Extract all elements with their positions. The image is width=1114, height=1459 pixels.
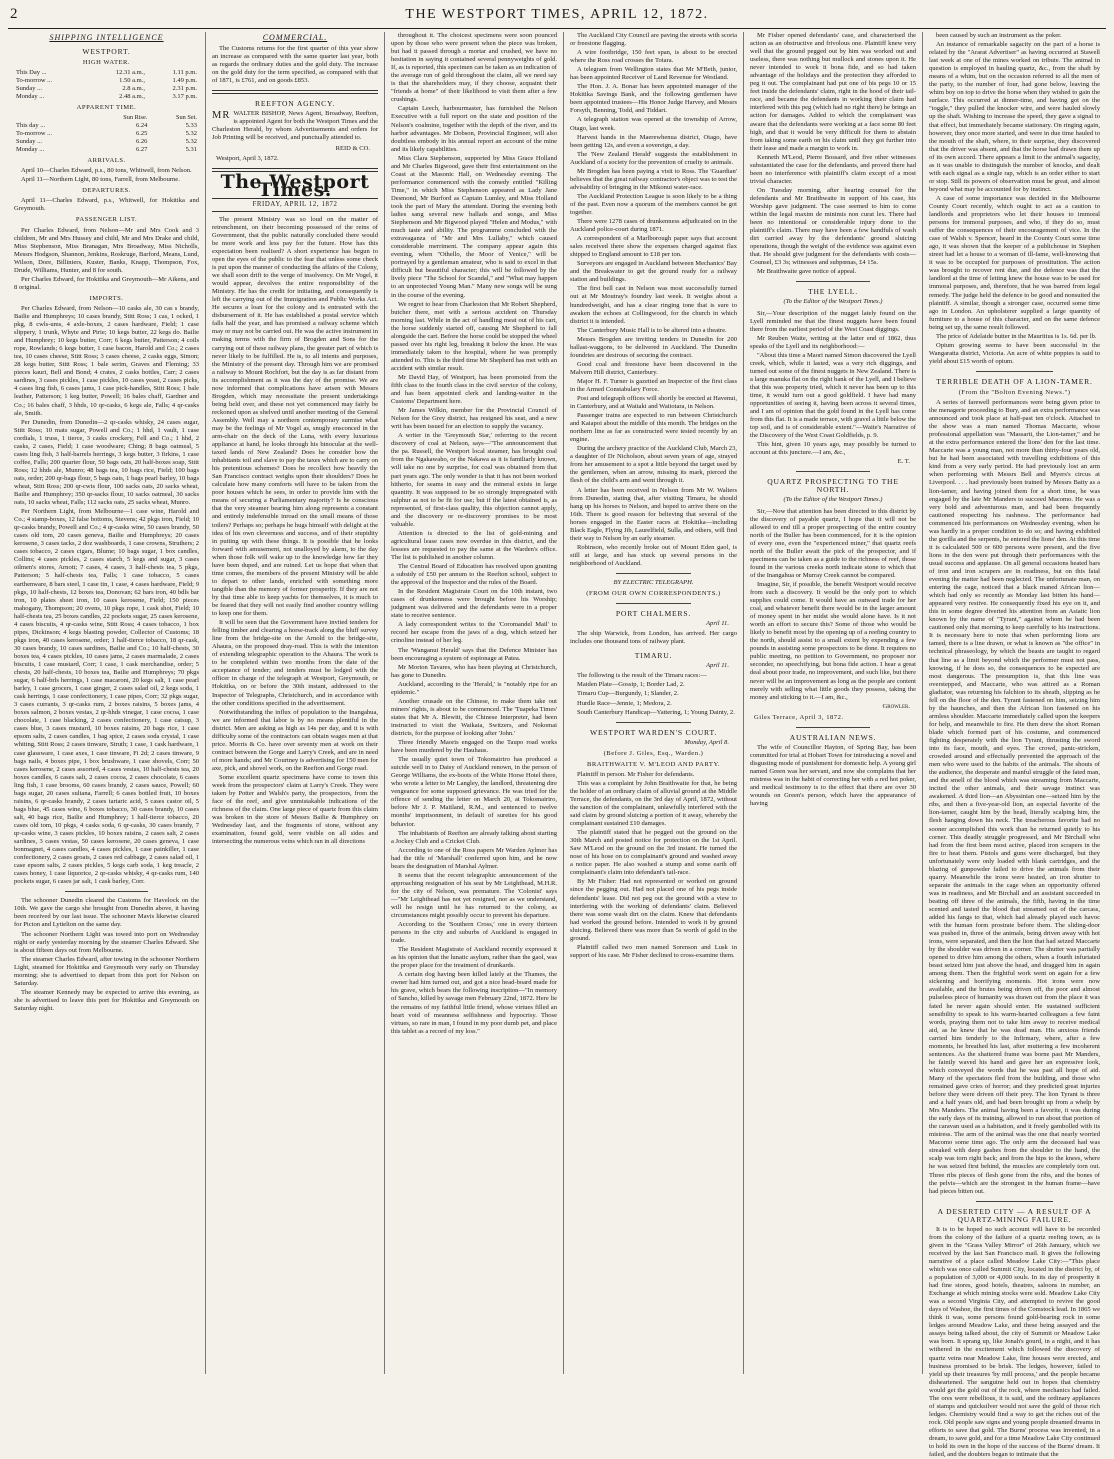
table-cell: 6.24 xyxy=(135,122,148,130)
lion-tamer-text xyxy=(929,399,1100,1196)
timaru-date: April 11. xyxy=(706,662,729,670)
table-cell: 1.11 p.m. xyxy=(172,69,197,77)
paragraph: By Mr Fisher: Had not represented or worked on ground since the pegging out. Had not placed one of his pegs inside defendants' lease. Did not peg out the ground with a view to interfering with the working of defendants' claim. Believed there was some wash dirt on the claim. Knew that defendants had worked the ground before. Intended to work it by ground sluicing. Believed there was more than 5s worth of gold in the ground. xyxy=(570,878,737,942)
port-chalmers-heading: PORT CHALMERS. xyxy=(615,609,692,619)
paragraph: Mr Reuben Waite, writing at the latter end of 1862, thus speaks of the Lyell and its neighborhood:— xyxy=(750,334,916,350)
paragraph: The Central Board of Education has resolved upon granting a subsidy of £50 per annum to the Reefton school, subject to the approval of the Inspector and the rules of the Board. xyxy=(391,563,557,587)
table-cell: 2.48 a.m., xyxy=(119,93,145,101)
column-local-news xyxy=(384,32,563,1374)
masthead-title: THE WESTPORT TIMES, APRIL 12, 1872. xyxy=(405,7,709,22)
table-cell: 1.50 a.m., xyxy=(119,77,145,85)
table-cell: To-morrow ... xyxy=(16,130,53,138)
column-features xyxy=(922,32,1106,1459)
quartz-signature: Growler. xyxy=(882,702,910,710)
paragraph: Attention is directed to the list of gold-mining and agricultural lease cases now overdue in this district, and the lessees are requested to pay the same at the Warden's office. The list is published in another column. xyxy=(391,529,557,561)
paragraph: Per Charles Edward, from Nelson—10 casks ale, 30 cas s brandy, Bailie and Humphreys; 10 cases brandy, Stitt Ross; 1 cas, 1 ocked, 1 pkg, 8 cwls-ums, 4 axle-boxes, 2 cases hardware, Field; 1 case slippery, 1 trunk, Whyte and Pirie; 10 kegs butter, 22 kegs do. Bailie and Humphrey; 10 kegs butter, Corr; 6 kegs butter, Patterson; 4 coils rope, Rowlands; 6 kegs butter, 1 case bacon, Harold and Co.; 2 cases tea, 10 cases cheese, Stitt Ross; 3 cases cheese, 2 casks eggs, Simon; 28 kegs butter, Stitt Ross; 1 bale serim, Graves and Fleming; 33 pieces kauri, Bell and Bond; 4 crates, 2 casks bottles, Carr; 2 cases sardines, 3 cases pickles, 1 case pickles, 10 cases yeast, 2 cases picks, 4 cases ling fish, 6 cases jams, 1 case pick-handles, Stitt Ross; 1 bale leather, Patterson; 1 keg butter, Powell; 16 bales chaff, Gardner and Co.; 16 bales chaff, 3 hhds, 10 qr-casks, 6 kegs ale, Falls; 4 qr-casks ale, Smith. xyxy=(14,304,199,417)
column-shipping xyxy=(8,32,205,1374)
paragraph: Opium growing seems to have been successful in the Wangaratta district, Victoria. An acre of white poppies is said to yield about £15 worth of opium. xyxy=(929,341,1100,365)
australian-news-text xyxy=(750,744,916,808)
wardens-court-case: BRAITHWAITE V. M'LEOD AND PARTY. xyxy=(586,760,721,768)
commercial-section-title: COMMERCIAL. xyxy=(262,33,328,42)
paragraph: Hurdle Race—Jennie, 1; Medora, 2. xyxy=(577,699,672,707)
paragraph: A telegram from Wellington states that Mr M'Beth, junior, has been appointed Receiver of Land Revenue for Westland. xyxy=(570,66,737,82)
table-cell: 5.31 xyxy=(185,146,197,154)
paragraph: There were 1278 cases of drunkenness adjudicated on in the Auckland police-court during 1871. xyxy=(570,218,737,234)
table-cell: Sunday ... xyxy=(16,138,42,146)
divider xyxy=(616,573,691,574)
paragraph: It seems that the recent telegraphic announcement of the approaching resignation of his seat by Mr Leighthead, M.H.R. for the city of Nelson, was premature. The 'Colonist' says—"Mr Leighthead has not yet resigned, nor as we understand, will he resign until he has returned to the colony, as circumstances might possibly occur to prevent his departure. xyxy=(391,871,557,920)
paragraph: The schooner Northern Light was towed into port on Wednesday night or early yesterday morning by the steamer Charles Edward. She is about fifteen days out from Melbourne. xyxy=(14,930,199,954)
deserted-city-heading: A DESERTED CITY — A RESULT OF A QUARTZ-MINING FAILURE. xyxy=(937,1206,1092,1224)
column-commercial xyxy=(205,32,384,1374)
paragraph: A certain dog having been killed lately at the Thames, the owner had him turned out, and got a nice head-board made for his grave, which bears the following inscription—"In memory of Sancho, killed by savage men February 22nd, 1872. Here lie the remains of my faithful little friend, whose virtues filled an heart void of meanness selfishness and hypocrisy. Those virtues, so rare in man, I found in my poor dumb pet, and place this tablet as a record of my loss." xyxy=(391,971,557,1035)
table-row xyxy=(14,130,199,138)
local-news-body xyxy=(391,32,557,1036)
paragraph: The schooner Dunedin cleared the Customs for Havelock on the 10th. We gave the cargo she brought from Dunedin above, it having been received by our last issue. The schooner Mavis likewise cleared for Picton and Lyttelton on the same day. xyxy=(14,897,199,929)
quartz-letter xyxy=(750,508,916,702)
lyell-signature: E. T. xyxy=(897,458,910,466)
divider xyxy=(65,891,148,892)
table-cell: To-morrow ... xyxy=(16,77,53,85)
paragraph: This was a complaint by John Braithwaite for that, he being the holder of an ordinary claim of alluvial ground at the Middle Terrace, the defendants, on the 3rd day of April, 1872, without the sanction of the complainant, unlawfully interfered with the said claim by ground sluicing a portion of it away, whereby the complainant sustained £10 damages. xyxy=(570,779,737,828)
paragraph: The 'Wanganui Herald' says that the Defence Minister has been encouraging a system of espionage at Patea. xyxy=(391,646,557,662)
australian-news-continued xyxy=(929,32,1100,366)
departures-heading: DEPARTURES. xyxy=(82,187,131,195)
telegraph-subheading: (FROM OUR OWN CORRESPONDENTS.) xyxy=(586,590,721,598)
paragraph: Plaintiff in person. Mr Fisher for defendants. xyxy=(577,770,695,778)
paragraph: During the archery practice of the Auckland Club, March 23, a daughter of Dr Nicholson, about seven years of age, strayed from her amusement to a spot a little beyond the target used by the gentlemen, when an arrow, missing its mark, pierced the flesh of the child's arm and went through it. xyxy=(570,445,737,485)
wardens-court-presiding: (Before J. Giles, Esq., Warden.) xyxy=(603,749,704,757)
australian-news-heading: AUSTRALIAN NEWS. xyxy=(789,732,877,742)
column-grid xyxy=(8,32,1106,1459)
table-cell: Sunday ... xyxy=(16,85,42,93)
paragraph: Per Charles Edward, from Nelson—Mr and Mrs Cook and 3 children, Mr and Mrs Hussey and child, Mr and Mrs Drake and child, Miss Stephenson, Miss Branagan, Mrs Broadway, Miss Nicholls, Messrs Hodgson, Shannon, Jenkins, Roskruge, Barford, Means, Lund, Wilson, Dore, Billiniers, Kuster, Banks, Knapp, Thompson, Fox, Drude, Williams, Hunter, and 8 for south. xyxy=(14,226,199,274)
table-row xyxy=(14,93,199,101)
sun-rise-header: Sun Rise. xyxy=(123,114,148,122)
paragraph: Kenneth M'Leod, Pierre Bossard, and five other witnesses substantiated the case for the defendants, and proved there had been no interference with plaintiff's claim except of a most trivial character. xyxy=(750,153,916,185)
paragraph: Auckland, according to the 'Herald,' is "notably ripe for an epidemic." xyxy=(391,680,557,696)
quartz-place: Giles Terrace, April 3, 1872. xyxy=(754,713,844,721)
paper-nameplate: The Westport Times. xyxy=(220,170,370,201)
paragraph: The Canterbury Music Hall is to be altered into a theatre. xyxy=(577,326,727,334)
paragraph: Harvest hands in the Maerewhenua district, Otago, have been getting 12s, and even a sovereign, a day. xyxy=(570,133,737,149)
table-cell: 5.32 xyxy=(185,138,197,146)
shipping-notes xyxy=(14,897,199,1013)
paragraph: Timaru Cup—Burgundy, 1; Slander, 2. xyxy=(577,690,679,698)
table-cell: This day ... xyxy=(16,122,46,130)
table-cell: 6.26 xyxy=(135,138,148,146)
table-row xyxy=(14,122,199,130)
paragraph: A series of farewell performances were being given prior to the menagerie proceeding to Bury, and an extra performance was announced and took place at half-past ten o'clock. Attached to the show was a man named Thomas Maccarte, whose professional appellation was "Massarti, the Lion-tamer," and he at the extra performance entered the lions' den for the last time. Maccarte was a young man, not more than thirty-four years old, but he had been associated with travelling exhibitions of this kind from a very early period. He had previously lost an arm when performing with Messrs Bell and Myers's circus at Liverpool. . . . had previously been trained by Messrs Batty as a lion-tamer, and having joined them for a short time, he was engaged by the late Mr Manders to succeed Macomo. He was a very bold and adventurous man, and had been frequently cautioned respecting his rashness. The performance had commenced his performances on Wednesday evening, when he was hardly in a proper condition to do so; and having exhibited the gorilla and the serpents, he entered the lions' den. At this time it is calculated 500 or 600 persons were present, and the five lions in the den were put through their performances with the usual success and applause. On all general occasions heated bars of iron and iron scrapers are in readiness, but on this fatal evening the matter had been neglected. The unfortunate man, on entering the cage, noticed that a black maned African lion—which had only so recently as Monday last bitten his hand—appeared very restive. He consequently fixed his eye on it, and this in some degree diverted his attention from an Asiatic lion known by the name of "Tyrant," against whom he had been cautioned only that morning to keep carefully to his instructions. It is necessary here to note that when performing lions are tamed, there is a line drawn, or what is known as "the office" in technical phraseology, by which the beasts are taught to regard that line as a limit beyond which the performer must not pass, knowing, if he does so, the consequences to be expected are most dangerous. The presumption is, that this line was overstepped, and Maccarte, who was attired as a Roman gladiator, was returning his falchion to its sheath, slipping as he fell on the floor of the den. Tyrant fastened on him, seizing him by the haunches, and then the African lion fastened on his armless shoulder. Maccarte immediately called upon the keepers for help, and meanwhile to fire. He then drew the short Roman blade which formed part of his costume, and commenced fighting desperately with the lion Tyrant, thrusting the sword into its face, mouth, and eyes. The crowd, panic-stricken, crowded around and effectually prevented the approach of the men who were used to the habits of the animals. The shouts of the audience, the desperate and manful struggle of the fated man, and the smell of the blood which was streaming from Maccarte, incited the other animals, and their savage instinct was awakened. A third lion—an Abyssinian one—seized him by the ribs, and then a five-year-old lion, an especial favorite of the lion-tamer, caught him by the head, literally scalping him, the flesh hanging down his neck. The treacherous favorite had no sooner accomplished this work than he returned quietly to his corner. This deadly struggle progressed, and Mr Birchall who had from the first been most active, placed iron scrapers in the fire to heat them. Pistols and guns were discharged, but they unfortunately were only loaded with blank cartridges, and the blazing of gunpowder failed to drive the animals from their quarry. Meanwhile the irons were heated, an iron shutter to separate the animals in the cage when an opportunity offered was in readiness, and Mr Birchall and an assistant succeeded in beating off three of the animals, the fifth, having in the time scented and tasted the blood that streamed out of the carcass, added his fangs to that, which had already played such havoc with the human form prostrate before them. The sliding-door was pushed in, three of the animals, being driven away with hot irons, were separated, and then the lion that had seized Maccarte by the shoulder was driven in a corner. The shutter was partially opened to drive him among the others, when a fourth infuriated beast seized him just above the head, and dragged him in again among them. Then the frightful work went on again for a few sickening and horrifying moments. Hot irons were now available, and the brutes being driven off, the poor and almost pulseless piece of humanity was drawn out from the place it was fated he never again should enter. He sustained sufficient sensibility to speak to his warm-hearted colleagues a few faint words, praying them not to take him away to receive medical aid, as he knew that he was dead man. His anxious friends carried him tenderly to the Infirmary, where, after a few moments, he breathed his last, after muttering a few incoherent sentences. As the shattered frame was borne past Mr Manders, he faintly waved his hand and gave her an expressive look, which conveyed the words that he was past all hope of aid. Many of the spectators fled from the building, and those who remained gave cries of horror; and they predicted great injuries before they were driven off their prey. The lion Tyrant is three and a half years old, and had been brought up from a whelp by Mrs Manders. The animal having been a favorite, it was during the early days of its training, allowed to run about that portion of the caravan used as a habitation, and it freely gambolled with its mistress. The arm of the animal was the one that nearly worried Macomo some time ago. The only arm the deceased had was streaked with deep gashes from the shoulder to the hand, the scalp was torn right back; and from the hips to the knees, where he was seized first behind, the muscles are completely torn out. Three ribs pieces of flesh gone from the ribs, and the bones of the pelvis—which are the strongest in the human frame—have had pieces bitten out. xyxy=(929,399,1100,1195)
table-cell: 6.27 xyxy=(135,146,148,154)
table-cell: 3.17 p.m. xyxy=(172,93,197,101)
paragraph: Some excellent quartz specimens have come to town this week from the prospectors' claim at Larry's Creek. They were taken by Potter and Walsh's party, the prospectors, from the face of the reef, and give unmistakable indications of the richness of the claim. One large piece of quartz from this claim was broken in the store of Messrs Bailie & Humphrey on Wednesday last, and the fragments of stone, without any examination, found gold, were visible on all sides and intersecting the numerous veins which ran in all directions xyxy=(212,773,378,846)
table-cell: Monday ... xyxy=(16,93,45,101)
table-cell: Monday ... xyxy=(16,146,45,154)
high-water-heading: HIGH WATER. xyxy=(82,59,131,67)
paragraph: The inhabitants of Reefton are already talking about starting a Jockey Club and a Cricket Club. xyxy=(391,829,557,845)
paragraph: We regret to hear from Charleston that Mr Robert Shepherd, butcher there, met with a serious accident on Thursday morning last. While in the act of handling meat out of his cart, the horse suddenly started off, causing Mr Shepherd to fall alongside the cart. Before the horse could be stopped the wheel passed over his right leg, breaking it below the knee. He was immediately taken to the hospital, where he was promptly attended to. This is the third time Mr Shepherd has met with an accident with similar result. xyxy=(391,300,557,372)
wardens-court-text xyxy=(570,771,737,960)
port-heading: WESTPORT. xyxy=(82,47,131,57)
paragraph: The first bell cast in Nelson was most successfully turned out at Mr Moutray's foundry last week. It weighs about a hundredweight, and has a clear ringing tone that is sure to awaken the echoes at Collingwood, for the church in which district it is intended. xyxy=(570,285,737,325)
paragraph: The following is the result of the Timaru races:— xyxy=(577,672,707,680)
paragraph: Mr Brogden has been paying a visit to Ross. The 'Guardian' believes that the great railway contractor's object was to test the advisability of bringing in the Mikonui water-race. xyxy=(570,167,737,191)
paragraph: Notwithstanding the influx of population to the Inangahua, we are informed that labor is by no means plentiful in the district. Men are asking as high as 14s per day, and it is with difficulty some of the contractors can obtain wages men at that price. Morris & Co. have over seventy men at work on their contract between the Gorge and Larry's Creek, and are in need of more hands; and Mr Courtney is advertising for 150 men for axe, pick, and shovel work, on the Reefton and Gorge road. xyxy=(212,708,378,772)
divider xyxy=(976,371,1053,372)
paragraph: Surveyors are engaged in Auckland between Mechanics' Bay and the Breakwater to get the ground ready for a railway station and buildings. xyxy=(570,260,737,284)
paragraph: The Auckland City Council are paving the streets with scoria or freestone flagging. xyxy=(570,32,737,48)
deserted-city-text xyxy=(929,1226,1100,1459)
column-letters xyxy=(743,32,922,1374)
paragraph: A writer in the 'Greymouth Star,' referring to the recent discovery of coal at Nelson, says—"The announcement that the pa. Russell, the Westport local steamer, has brought coal from the Ngakawaho, or the Nakawa as it is familiarly known, will take no one by surprise, for coal was obtained from that part years ago. The only wonder is that it has not been worked hitherto, for seams in easy and the mineral exists in large quantity. It was supposed to be so strongly impregnated with sulphur as not to be fit for use; but if the latest obtained is, as represented, of first-class quality, this objection cannot apply, and the discovery or re-discovery promises to be most valuable. xyxy=(391,432,557,528)
imports-text xyxy=(14,305,199,886)
paragraph: The price of Adelaide butter in the Mauritius is 1s. 6d. per lb. xyxy=(936,332,1097,340)
passengers-text xyxy=(14,227,199,292)
paragraph: Mr Morton Tavares, who has been playing at Christchurch, has gone to Dunedin. xyxy=(391,663,557,679)
editorial-body xyxy=(212,216,378,847)
paragraph: Captain Leech, harbourmaster, has furnished the Nelson Executive with a full report on the state and position of the Nelson's coalmine, together with the depth of the river, and its harbor advantages. Mr Dobson, Provincial Engineer, will also doubtless embody in his annual report an account of the mine and its likely capabilities. xyxy=(391,105,557,153)
lyell-heading: THE LYELL. xyxy=(808,287,858,297)
divider xyxy=(212,90,378,94)
arrivals-heading: ARRIVALS. xyxy=(87,157,126,165)
tide-table xyxy=(14,69,199,101)
table-row xyxy=(14,138,199,146)
column-news-telegraph xyxy=(563,32,743,1374)
lion-tamer-source: (From the "Bolton Evening News.") xyxy=(958,388,1071,396)
timaru-text xyxy=(570,672,737,716)
paragraph: A case of some importance was decided in the Melbourne County Court recently, which ought to act as a caution to landlords and proprietors who let their houses to immoral persons for immoral purposes, and who, if they do so, must suffer the consequences of their encouragement of vice. In the case of Walsh v. Spencer, heard in the County Court some time ago, it was shown that the keeper of a publichouse in Stephen street had let a house to a woman of ill-fame, well-knowing that it was to be occupied for purposes of prostitution. The action was brought to recover rent due, and the defence was that the landlord at the time of letting knew the house was to be used for immoral purposes, and, therefore, that he was barred from legal remedy. The judge held the defence to be good and nonsuited the plaintiff. A similar, though a stronger case, occurred some time ago in London. An upholsterer supplied a large quantity of furniture to a house of this character, and on the same defence being set up, the same result followed. xyxy=(929,194,1100,331)
table-cell: This Day ... xyxy=(16,69,47,77)
paragraph: The Hon. J. A. Bonar has been appointed manager of the Hokitika Savings Bank, and the following gentlemen have been appointed trustees—His Honor Judge Harvey, and Messrs Forsyth, Benning, Todd, and Tiddart. xyxy=(570,83,737,115)
paragraph: "About this time a Maori named Simon discovered the Lyell creek, which, while it lasted, was a very rich diggings, and turned out some of the finest nuggets in New Zealand. There is a large manuka flat on the right bank of the Lyell, and I believe that this was property tried, which it never has been up to this time, it would turn out a good goldfield. I have had many opportunities of seeing it, having been across it several times, and I am of opinion that the gold found in the Lyell has come from this flat. It is a made terrace, with gravel a little below the top soil, and is of considerable extent."—Waite's Narrative of the Discovery of the West Coast Goldfields, p. 9. xyxy=(750,351,916,440)
ad-text: WALTER BISHOP, News Agent, Broadway, Reefton, is appointed Agent for both the Westport Times and the Charleston Herald, by whom Advertisements and orders for Job Printing will be received, and punctually attended to. xyxy=(212,110,378,142)
paragraph: Three friendly Maoris engaged on the Taupo road works have been murdered by the Hauhaus. xyxy=(391,739,557,755)
paragraph: In the Resident Magistrate Court on the 10th instant, two cases of drunkenness were brought before his Worship; judgment was delivered and the defendants were in a proper state to receive sentence. xyxy=(391,588,557,620)
paragraph: Mr James Wilkin, member for the Provincial Council of Nelson for the Grey district, has resigned his seat, and a new writ has been issued for an election to supply the vacancy. xyxy=(391,407,557,431)
paragraph: April 11—Northern Light, 80 tons, Farrell, from Melbourne. xyxy=(21,176,180,184)
table-row xyxy=(14,77,199,85)
divider xyxy=(796,471,871,472)
wardens-court-heading: WESTPORT WARDEN'S COURT. xyxy=(589,727,718,737)
masthead xyxy=(8,4,1106,29)
table-cell: 1.49 p.m. xyxy=(172,77,197,85)
paragraph: The plaintiff stated that he pegged out the ground on the 30th March and posted notice for protection on the 1st April. Saw M'Leod on the ground on the 3rd instant. He turned the nose of his hose on to complainant's ground and washed away a notice paper. He also washed a stump and some earth off complainant's claim into defendant's tail-race. xyxy=(570,829,737,877)
table-cell: 5.32 xyxy=(185,130,197,138)
table-row xyxy=(14,69,199,77)
lion-tamer-heading: TERRIBLE DEATH OF A LION-TAMER. xyxy=(936,376,1093,386)
telegraph-heading: BY ELECTRIC TELEGRAPH. xyxy=(613,579,694,586)
divider xyxy=(976,1201,1053,1202)
paragraph: A wire footbridge, 150 feet span, is about to be erected where the Ross road crosses the Totara. xyxy=(570,49,737,65)
news-items xyxy=(570,32,737,568)
paragraph: A correspondent of a Marlborough paper says that account sales received there show the expenses charged against flax shipped to England amount to £18 per ton. xyxy=(570,235,737,259)
paragraph: A letter has been received in Nelson from Mr W. Walters from Dunedin, stating that, after visiting Timaru, he should hang up his horses to Nelson, and hoped to arrive there on the 16th. There is good reason for believing that several of the horses engaged in the Easter races at Hokitika—including Black Eagle, Flying Jib, Laurelfield, Sulla, and others, will find their way to Nelson by an early steamer. xyxy=(570,486,737,542)
paragraph: The wife of Councillor Hayton, of Spring Bay, has been committed for trial at Hobart Town for introducing a novel and disgusting mode of punishment for domestic help. A young girl named Green was her servant, and now she complains that her mistress was in the habit of correcting her with a red hot poker, and medical testimony is to the effect that there are over 30 wounds on Green's person, which have the appearance of having xyxy=(750,743,916,808)
paragraph: Good coal and freestone have been discovered in the Malvern Hill district, Canterbury. xyxy=(570,360,737,376)
paragraph: The present Ministry was so loud on the matter of retrenchment, on their becoming possessed of the reins of Government, that the public naturally concluded there would be more work and less pay for the future. How has this expectation been realised? A short experience has begun to open the eyes of the public to the fear that unless some check is put upon the manner of conducting the affairs of the Colony, we shall soon drift to the verge of insolvency. On Mr Vogel, it would appear, devolves the entire responsibility of the Ministry. He has the credit for initiating, and consequently is left the carrying out of the Immigration and Public Works Act. He secures a loan for the colony and is entrusted with the disbursement of it. He has established a postal service which falls half the year, and has promised a railway scheme which may or may not be carried out. He was the active instrument in making terms with the firm of Brogden and Sons for the carrying out of these railway plans, the greater part of which is never likely to be fulfilled. He is, to all intents and purposes, the Ministry of the present day. Through him we are promised a railway to Mount Rochfort, but the day is as far distant from its accomplishment as it was the day of the promise. We are now informed that complications have arisen with Messrs Brogden, which may necessitate the present undertakings being held over, and these not yet commenced may fairly be reckoned upon as shelved until another meeting of the General Assembly. Well may a northern contemporary surmise what may be the feelings of Mr Vogel as, snugly ensconced in the arm-chair on the deck of the Luna, with every luxurious appliance at hand, he looks through his binocular at the well-taxed lands of New Zealand? Does he consider how the inhabitants toil and slave to pay the taxes which are to carry on his pretentious schemes? Does he recollect how heavily the San Francisco contract weighs upon their shoulders? Does he calculate how many comforts will have to be taken from the poor houses which he sees, in order to provide him with the means of securing a Parliamentary majority? Is he conscious that the very steamer bearing him along represents a constant and entirely indefensible inroad on the small means of those toilers? Perhaps so; perhaps he hugs himself with delight at the idea of his own cleverness and success, and of their stupidity in putting up with these things. It is possible that he looks forward with amusement, not unalloyed by alarm, to the day when those folk will wake up to the knowledge how far they have been duped, and are ruined. Let us hope that when that time comes, the members of the present Ministry will be able to depart to other lands, enriched with something more tangible than the memory of former prosperity. If they are not by that time able to keep yachts for themselves, it is much to be feared that they will not easily find another country willing to keep one for them. xyxy=(212,215,378,618)
paragraph: An instance of remarkable sagacity on the part of a horse is related by the "Ararat Advertiser" as having occurred at Stawell last week at one of the mines worked on tribute. The animal in question is employed in hauling quartz, &c., from the shaft by means of a whim, but on the occasion referred to all the men of the party, to the number of four, had gone below, leaving the whim boy on top to drive the horse when they wished to gain the surface. This occurred at dinner-time, and having got on the "toggle," they pulled the knocker wire, and were hauled slowly up the shaft. Wishing to increase the speed, they gave a signal to that effect, but immediately became stationary. On ringing again, however, they once more started, and were in due time hauled to the mouth of the shaft, where, to their surprise, they discovered that the driver was absent, and that the horse had drawn them up of its own accord. There appears a limit to the animal's sagacity, as it was unable to distinguish the number of knocks, and dealt with each signal as a single rap, which is an order either to start or stop. Still its powers of observation must be great, and almost beyond what may be accounted for by instinct. xyxy=(929,41,1100,193)
paragraph: Maiden Plate—Gossip, 1; Border Lad, 2. xyxy=(577,681,685,689)
wardens-court-date: Monday, April 8. xyxy=(684,738,729,746)
timaru-heading: TIMARU. xyxy=(634,651,673,661)
paragraph: Robinson, who recently broke out of Mount Eden gaol, is still at large, and has stuck up several persons in the neighborhood of Auckland. xyxy=(570,543,737,567)
paragraph: A telegraph station was opened at the township of Arrow, Otago, last week. xyxy=(570,116,737,132)
paragraph: The Auckland Protection League is soon likely to be a thing of the past. Even now a quorum of the members cannot be got together. xyxy=(570,192,737,216)
paragraph: The usually quiet town of Tokomairiro has produced a suicide well in to Daisy of Auckland renown, in the person of George Williams, the ex-boots of the White Horse Hotel there, who wrote a letter to Mr Langley, the landlord, threatening dire vengeance for some supposed grievance. He was tried for the offence of sending the letter on March 20, at Tokomairiro, before Mr J. P. Maitland, R.M., and sentenced to twelve months' imprisonment, in default of sureties for his good behavior. xyxy=(391,756,557,828)
paragraph: Per Charles Edward, for Hokitika and Greymouth—Mr Aikens, and 8 original. xyxy=(14,275,199,291)
table-row xyxy=(14,146,199,154)
table-cell: 2.8 a.m., xyxy=(122,85,145,93)
divider xyxy=(616,722,691,723)
shipping-section-title: SHIPPING INTELLIGENCE xyxy=(49,33,164,42)
paragraph: throughout it. The choicest specimens were soon pounced upon by those who were present when the piece was broken, but had it passed through a mortar and crushed, we have no hesitation in saying it contained several pennyweights of gold. If, as is reported, this specimen can be taken as an indication of the average run of gold throughout the claim, all we need say is that the shareholders may, if they choose, acquaint their "friends at home" of their likelihood to visit them after a few crushings. xyxy=(391,32,557,104)
ad-place: Westport, April 3, 1872. xyxy=(216,154,279,162)
sun-table xyxy=(14,114,199,154)
ad-signature: REID & CO. xyxy=(335,144,370,152)
reefton-agency-heading: REEFTON AGENCY. xyxy=(254,99,336,109)
sun-set-header: Sun Set. xyxy=(176,114,197,122)
divider xyxy=(796,281,871,282)
paragraph: A lady correspondent writes to the 'Coromandel Mail' to record her escape from the jaws of a dog, which seized her crinoline instead of her leg. xyxy=(391,621,557,645)
paragraph: Another crusade on the Chinese, to make them take out miners' rights, is about to be commenced. The 'Tuapeka Times' states that Mr A. Blewitt, the Chinese Interpreter, had been instructed to visit the Waikaia, Switzers, and Nokomai districts, for the purpose of looking after 'John.' xyxy=(391,697,557,737)
passenger-heading: PASSENGER LIST. xyxy=(75,216,138,224)
paragraph: The 'New Zealand Herald' suggests the establishment in Auckland of a society for the prevention of cruelty to animals. xyxy=(570,150,737,166)
lyell-subheading: (To the Editor of the Westport Times.) xyxy=(783,298,883,306)
paragraph: Plaintiff called two men named Sorenson and Lusk in support of his case. Mr Fisher declined to cross-examine them. xyxy=(570,943,737,959)
paragraph: Passenger trains are expected to run between Christchurch and Kaiapoi about the middle of this month. The bridges on the northern line as far as constructed were tested recently by an engine. xyxy=(570,412,737,444)
paragraph: April 11—Charles Edward, p.s., Whitwell, for Hokitika and Greymouth. xyxy=(14,197,199,213)
reefton-agency-ad xyxy=(212,110,378,162)
table-cell: 5.33 xyxy=(185,122,197,130)
port-chalmers-date: April 11. xyxy=(706,620,729,628)
paragraph: Mr David Hay, of Westport, has been promoted from the fifth class to the fourth class in the civil service of the colony, and has been appointed clerk and landing-waiter in the Customs' Department here. xyxy=(391,373,557,406)
paragraph: On Tuesday morning, after hearing counsel for the defendants and Mr Braithwaite in support of his case, his Worship gave judgment. The case seemed to him to come within the legal maxim de minimis non curat lex. There had been no intentional or considerable injury done to the plaintiff's claim. There may have been a few handfuls of wash dirt carried away by the defendants' ground sluicing operations, though the weight of the evidence was against even that. He should give judgment for the defendants with costs—Counsel, £3 3s; witnesses and subpœnas, £4 15s. xyxy=(750,186,916,267)
quartz-subheading: (To the Editor of the Westport Times.) xyxy=(783,496,883,504)
divider xyxy=(796,727,871,728)
table-row xyxy=(14,85,199,93)
table-cell: 6.25 xyxy=(135,130,148,138)
paragraph: This hint, given 10 years ago, may possibly be turned to account at this juncture.—I am, &c., xyxy=(750,441,916,457)
paragraph: Sir,—Your description of the nugget lately found on the Lyell reminded me that the finest nuggets have been found there from the earliest period of the West Coast diggings. xyxy=(750,309,916,333)
imports-heading: IMPORTS. xyxy=(89,294,124,302)
paragraph: According to one of the Ross papers Mr Warden Aylmer has had the title of 'Marshall' conferred upon him, and he now bears the designation of Marshal Aylmer. xyxy=(391,846,557,870)
table-cell: 12.31 a.m., xyxy=(115,69,145,77)
commercial-text: The Customs returns for the first quarter of this year show an increase as compared with the same quarter last year, both as regards the ordinary duties and the gold duty. The increase on the gold duty for the term specified, as compared with that of 1871, is £761, and on goods £853. xyxy=(212,45,378,85)
paragraph: Messrs Brogden are inviting tenders in Dunedin for 200 ballast-waggons, to be delivered in Auckland. The Dunedin foundries are desirous of securing the contract. xyxy=(570,335,737,359)
paragraph: Imagine, Sir, if possible, the benefit Westport would receive from such a discovery. It would be the only port to which supplies could come. It would have an outward trade for her coal, and whatever benefit there would be in the larger amount of money spent in her midst she would alone have. Is it not worth an effort to secure this? Some of those who would be likely to benefit most by the opening up of a reefing country to the north, should assist to a small extent by expending a few pounds in assisting some prospectors to be done. It requires no public meeting, no petition to Government, no proposer nor seconder, no speechifying, but bona fide action. I hear a great deal about poor trade, no improvement, and such like, but there never will be an improvement as long as the people are content merely with selling what little goods they possess, taking the money and sticking to it.—I am, &c., xyxy=(750,580,916,701)
paragraph: South Canterbury Handicap—Yattering, 1; Young Dainty, 2. xyxy=(577,708,735,716)
port-chalmers-text: The ship Warwick, from London, has arrived. Her cargo includes one thousand tons of railway plant. xyxy=(570,630,737,646)
paragraph: Sir,—Now that attention has been directed to this district by the discovery of payable quartz, I hope that it will not be allowed to end till a proper prospecting of the entire country north of the Buller has been commenced, for it is the opinion of every one, even the "experienced miner," that quartz reefs north of the Buller await the pick of the prospector, and if specimens can be taken as a guide to the richness of reef, those found in the various creeks north indicate stone to which that of the Inangahua or Murray Creek cannot be compared. xyxy=(750,507,916,579)
apparent-time-heading: APPARENT TIME. xyxy=(76,104,137,112)
paragraph: Major H. F. Turner is gazetted an Inspector of the first class in the Armed Constabulary Force. xyxy=(570,377,737,393)
ad-initial: MR xyxy=(212,110,231,122)
departures-text xyxy=(14,197,199,213)
paragraph: According to the 'Southern Cross,' one in every thirteen persons in the city and suburbs of Auckland is engaged in trade. xyxy=(391,921,557,945)
paragraph: Mr Braithwaite gave notice of appeal. xyxy=(757,268,857,276)
paragraph: Post and telegraph offices will shortly be erected at Havenui, in Canterbury, and at Waitaki and Waitotara, in Nelson. xyxy=(570,395,737,411)
lyell-letter xyxy=(750,310,916,458)
paragraph: Per Northern Light, from Melbourne—1 case wine, Harold and Co.; 4 stamp-boxes, 12 false bottoms, Stevens; 42 pkgs iron, Field; 10 qr-casks brandy, Powell and Co.; 4 qr-casks wine, 50 cases brandy, 50 cases old tom, 20 cases geneva, Bailie and Humphreys; 20 cases kerosene, 3 cases tacks, 2 doz washboards, 1 case crowns, Struthers; 2 cases tobacco, 2 cases cigars, Blume; 10 bags sugar, 1 box candles, Collins; 4 cases pickles, 2 cases starch, 5 kegs and sugar, 3 cases oilmen's stores, Arnott; 7 cases, 4 cases, 3 half-chests tea, 5 pkgs, Patterson; 5 half-chests tea, Falls; 1 case tobacco, 5 cases earthenware, 8 bars steel, 1 case tin, 1 case, 4 cases hardware, Field; 9 pkgs, 10 half-chests, 12 boxes tea, Donovan; 62 bars iron, 40 bdls bar iron, 10 plates sheet iron, 10 cases kerosene, Field; 150 pieces mahogany, Thompson; 20 ovens, 10 pkgs rope, 1 cask shot, Field; 10 half-chests tea, 25 boxes candles, 22 pockets sugar, 25 cases kerosene, 4 cases biscuits, 4 qr-casks wine, Stitt Ross; 4 cases tobacco, 1 box pipes, Dickinson; 4 kegs blasting powder, Collector of Customs; 18 pkgs iron, 40 cases kerosene, order; 1 half-tierce tobacco, 18 qr-cask, 30 cases brandy, 10 cases sardines, Bailie and Co.; 10 half-chests, 30 boxes tea, 4 cases pickles, 10 cases jams, 2 cases marmalade, 2 cases biscuits, 1 case mustard, Corr; 1 case, 1 cask merchandise, order; 5 chests, 20 half-chests, 10 boxes tea, Bailie and Humphreys; 70 pkgs sugar, 6 half-brls herrings, 1 case macaroni, 20 kegs salt, 1 case pearl barley, 1 case grocers, 1 case ginger, 2 cases salad oil, 2 kegs soda, 1 cask herrings, 1 case confectionery, 1 case pipes, Corr; 32 pkgs sugar, 3 cases currants, 3 qr-casks rum, 2 boxes raisins, 5 boxes jams, 4 boxes salmon, 2 boxes vestas, 2 qr-hhds vinegar, 1 case cocoa, 1 case chocolate, 1 case blacking, 2 cases confectionery, 1 case catsup, 3 cases blue, 3 cases mustard, 10 boxes raisins, 20 bags rice, 1 case epsom salts, 2 cases candles, 1 bag spice, 2 cases soda crystal, 1 case whiting, Stitt Ross; 2 cases tinware, Struth; 1 case, 1 cask hardware, 1 case glassware, 1 case axes, 1 case tinware, Fi 2d; 2 cases tinware, 9 bags nails, 4 boxes pipe, 1 box brushware, 1 case shovels, Corr; 50 cases kerosene, 2 cases assorted, 4 cases vestas, 10 half-chests tea, 20 boxes candles, 6 cases salt, 2 cases cocoa, 2 cases chocolate, 6 cases ling fish, 1 case brooms, 60 cases brandy, 2 cases sauce, Powell; 60 bags sugar, 20 cases sultana, Farrell; 6 cases bottled fruit, 10 boxes raisins, 6 qr-casks brandy, 2 cases tartaric acid, 5 cases castor oil, 5 bags blue, 45 cases wine, 6 boxes tobacco, 30 cases brandy, 10 cases salt, 40 bags rice, Bailie and Humphrey; 1 half-tierce tobacco, 20 cases old tom, 10 pkgs, 4 casks soda, 6 qr-casks, 30 cases brandy, 7 qr-casks wine, 3 cases pickles, 10 boxes raisins, 2 cases salt, 2 cases sardines, 3 cases vestas, 50 cases kerosene, 20 cases geneva, 1 case bonmagnet, 4 cases candles, 4 cases pickles, 1 case painkiller, 1 case confectionery, 2 cases groats, 2 cases red cabbage, 2 cases salad oil, 1 case epsom salts, 2 cases pickles, 5 kegs carb soda, 1 keg treacle, 2 cases honey, 1 case liquorice, 2 qr-casks whisky, 4 qr-casks rum, 140 pockets sugar, 6 cases jar salt, 1 cask barley, Corr. xyxy=(14,508,199,886)
wardens-court-continued xyxy=(750,32,916,276)
paragraph: Mr Fisher opened defendants' case, and characterised the action as an obstructive and frivolous one. Plaintiff knew very well that the ground pegged out by him was worked out and useless, there was nothing but mullock and stones upon it. He never intended to work it bona fide, and so had taken advantage of the holidays and the protection they afforded to peg it out. The complainant had put one of his pegs 10 or 15 feet inside the defendants' claim, right in the hood of their tail-race, and became the defendants in working their claim had interfered with this peg (which had no right there) he brings an action for damages. Added to which the complainant was aware that the defendants were working at a face some 80 feet high, and that it would be very difficult for them to abstain from taking some earth on his claim until they got further into their lease and made a margin to work in. xyxy=(750,32,916,152)
paragraph: The Resident Magistrate of Auckland recently expressed it as his opinion that the lunatic asylum, rather than the gaol, was the proper place for the treatment of drunkards. xyxy=(391,946,557,970)
editorial-date: FRIDAY, APRIL 12, 1872 xyxy=(212,198,378,212)
table-cell: 2.31 p.m. xyxy=(172,85,197,93)
paragraph: The steamer Kennedy may be expected to arrive this evening, as she is advertised to leave this port for Hokitika and Greymouth on Saturday night. xyxy=(14,988,199,1012)
arrivals-text xyxy=(14,167,199,184)
quartz-heading: QUARTZ PROSPECTING TO THE NORTH. xyxy=(767,477,899,495)
paragraph: April 10—Charles Edward, p.s., 80 tons, Whitwell, from Nelson. xyxy=(21,167,192,175)
paragraph: Per Dunedin, from Dunedin—2 qr-casks whisky, 24 cases sugar, Stitt Ross; 10 mats sugar, Powell and Co.; 1 hhd, 1 vault, 1 case cordials, 1 truss, 1 tierce, 3 casks crockery, Fell and Co.; 1 hhd, 2 casks, 2 cases, Field; 1 case woodware; Ching; 8 bags oatmeal, 5 cases ling fish, 3 half-barrels herrings, 3 kegs butter, 3 firkins, 1 case coffee, Falls; 200 quarter flour, 50 bags oats, 20 half-boxes soap, Stitt Ross; 12 hhds ale, Munro; 48 bags tea, 10 bags rice, Field; 100 bags oats, order; 200 qr-bags flour, 5 bags oats, 1 bags pearl barley, 10 bags wheat, Stitt Ross; 200 qr-cwts flour, 100 sacks oats, 20 sacks wheat, Bailie and Humphrey; 350 qr-sacks flour, 10 sacks oatmeal, 30 sacks oats, 10 sacks wheat, Falls; 112 sacks oats, 25 sacks wheat, Munro. xyxy=(14,418,199,507)
paragraph: been caused by such an instrument as the poker. xyxy=(936,32,1062,39)
paragraph: The steamer Charles Edward, after towing in the schooner Northern Light, steamed for Hokitika and Greymouth very early on Thursday morning; she is advertised to depart from this port for Nelson on Saturday. xyxy=(14,955,199,987)
paragraph: It is to be hoped no such account will have to be recorded from the colony of the failure of a quartz reefing town, as is given in the "Grass Valley Mirror" of 26th January, which we received by the last San Francisco mail. It gives the following narrative of a place called Meadow Lake City:—"This place which was once called Summit City, located in the district by, of a population of 3,000 or 4,000 souls. In its day of prosperity it had fine stores, good hotels, theatres, saloons in number, an Exchange at which mining stocks were sold. Meadow Lake City was a second Virginia City, and attempted to revive the good days of Washoe, the first times of the Comstock lead. In 1865 we think it was, some persons found gold-bearing rock in some ledges around Meadow Lake, and these being assayed and the assays being talked about, the city of Summit or Meadow Lake was born. It sprang up, like Jonah's gourd, in a night, and it has withered in the excitement which followed the discovery of quartz veins near Meadow Lake, fine houses were erected, and business promised to be brisk. The ledges, however, failed to yield up their treasures 'by mill process,' and the people became disheartened. The sanguine held out in hopes that chemistry would get the gold out of the rock, where mechanics had failed. The ores were rebellious, it is said, and the ordinary appliances of stamps and quicksilver would not save the gold of those rich ledges. Chemistry would find a way to get the riches out of the rock. Old people saw signs and young people dreamed dreams in efforts to save that gold. The Burns' process was invented, in a dream, to save gold, and for a time Meadow Lake City continued to hold its own in the hope of the success of the Burns' dream. It failed, and the doubters began to intimate that the xyxy=(929,1225,1100,1459)
page-number: 2 xyxy=(10,6,18,22)
divider xyxy=(616,603,691,604)
paragraph: Miss Clara Stephenson, supported by Miss Grace Holland and Mr Charles Bigwood, gave their first entertainment on the Coast at the Masonic Hall, on Wednesday evening. The performance commenced with the comedy entitled "Killing Time," in which Miss Stephenson appeared as Lady Jane Desmond, Mr Burford as Captain Lumley, and Miss Holland took the part of Mary the attendant. During the evening both ladies sang several new ballads and songs, and Miss Stephenson and Mr Bigwood played "Helen and Modus," with much taste and ability. The programme concluded with the extravaganza of "Mr and Mrs Lullaby," which caused considerable merriment. The company appear again this evening, when "Othello, the Moor of Venice," will be portrayed by a gentleman amateur, who is said to excel in that difficult but beautiful character; this will be followed by the lively piece "The School for Scandal," and "What may happen to an unprotected Young Man." Many new songs will be sung in the course of the evening. xyxy=(391,154,557,299)
paragraph: It will be seen that the Government have invited tenders for felling timber and clearing a horse-track along the bluff survey line from the bridge-site on the Arnold to the bridge-site, Ahaura, on the proposed dray-road. This is with the intention of extending telegraphic operation to the Ahaura. The work is to be completed within two months from the date of the acceptance of tender; and tenders must be lodged with the officer in charge of the telegraph at Westport, Greymouth, or Hokitika, on or before the 30th instant, addressed to the Inspector of Telegraphs, Christchurch, and in accordance with the other conditions specified in the advertisement. xyxy=(212,619,378,707)
